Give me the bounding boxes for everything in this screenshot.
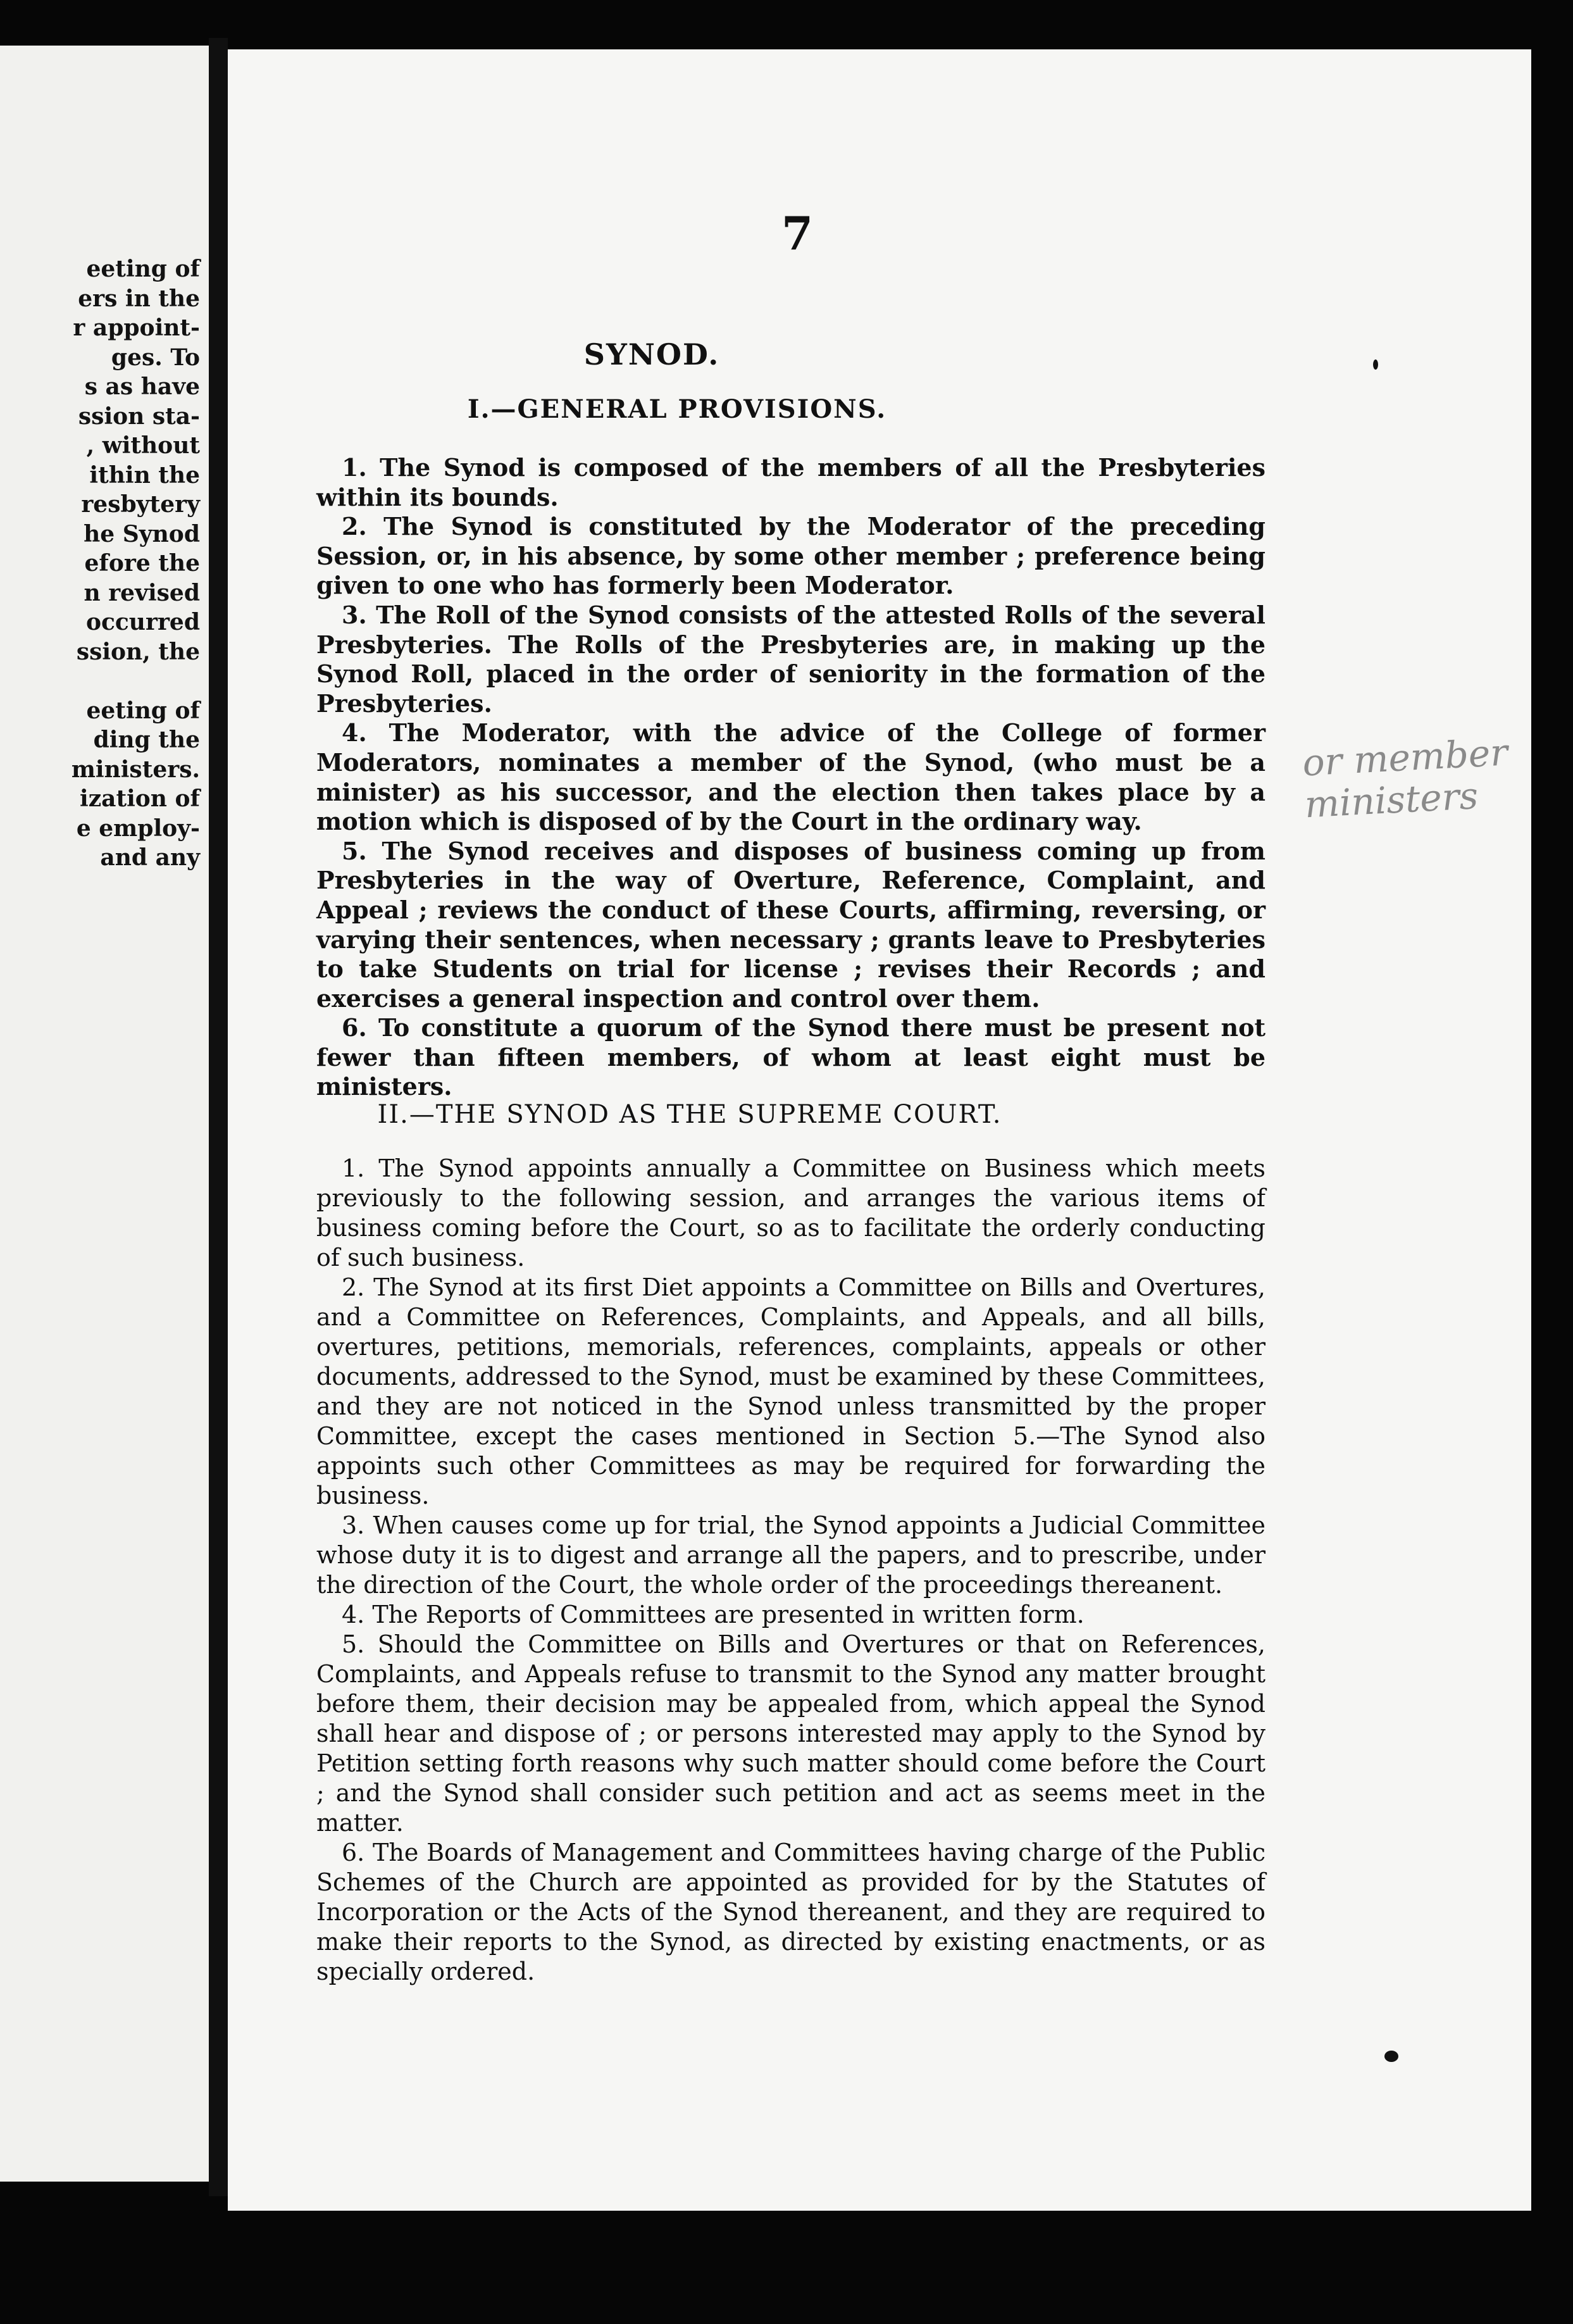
- left-line: and any: [100, 844, 200, 871]
- left-line: occurred: [85, 609, 200, 635]
- left-line: ministers.: [71, 756, 200, 783]
- paragraph: 1. The Synod appoints annually a Committee on Business which meets previously to the following session, and arranges the various items of business coming before the Court, so as to facilitate the orderly conducting of such business.: [316, 1154, 1265, 1271]
- left-line: n revised: [84, 579, 200, 606]
- left-line: he Synod: [84, 520, 200, 547]
- ink-speck: [1384, 2051, 1398, 2062]
- paragraph: 6. The Boards of Management and Committees having charge of the Public Schemes of the Church are appointed as provided for by the Statutes of Incorporation or the Acts of the Synod thereanent, and they are required to make their reports to the Synod, as directed by existing enactments, or as specially ordered.: [316, 1839, 1265, 1985]
- section-supreme-court-body: [316, 1154, 1265, 1987]
- section-heading-supreme-court: II.—THE SYNOD AS THE SUPREME COURT.: [377, 1100, 1002, 1129]
- page-title: SYNOD.: [583, 337, 720, 372]
- paragraph: 3. The Roll of the Synod consists of the attested Rolls of the several Presbyteries. The Rolls of the Presbyteries are, in making up the Synod Roll, placed in the order of seniority in the formation of the Presbyteries.: [316, 600, 1265, 718]
- ink-speck: [1373, 359, 1378, 370]
- right-page: [228, 49, 1531, 2211]
- section-heading-general-provisions: I.—GENERAL PROVISIONS.: [467, 394, 887, 424]
- left-line: s as have: [84, 373, 200, 400]
- left-line: e employ-: [76, 815, 200, 842]
- margin-note-line: ministers: [1303, 774, 1479, 827]
- left-line: , without: [86, 432, 200, 459]
- paragraph: 4. The Reports of Committees are presented in written form.: [342, 1601, 1085, 1628]
- left-line: ithin the: [89, 461, 200, 489]
- left-line: resbytery: [81, 491, 200, 518]
- left-line: ssion sta-: [78, 403, 200, 430]
- left-line: r appoint-: [73, 315, 200, 341]
- left-line: ization of: [80, 785, 200, 812]
- left-line: ers in the: [78, 285, 200, 312]
- left-line: ssion, the: [76, 638, 200, 665]
- paragraph: 2. The Synod at its first Diet appoints a Committee on Bills and Overtures, and a Committee on References, Complaints, and Appeals, and all bills, overtures, petitions, memorials, references, complaints, appeals or other documents, addressed to the Synod, must be examined by these Committees, and they are not noticed in the Synod unless transmitted by the proper Committee, except the cases mentioned in Section 5.—The Synod also appoints such other Committees as may be required for forwarding the business.: [316, 1273, 1265, 1509]
- paragraph: 4. The Moderator, with the advice of the College of former Moderators, nominates a member of the Synod, (who must be a minister) as his successor, and the election then takes place by a motion which is disposed of by the Court in the ordinary way.: [316, 718, 1265, 836]
- left-line: ges. To: [111, 344, 200, 371]
- section-general-provisions-body: [316, 453, 1265, 1102]
- paragraph: 3. When causes come up for trial, the Synod appoints a Judicial Committee whose duty it is to digest and arrange all the papers, and to prescribe, under the direction of the Court, the whole order of the proceedings thereanent.: [316, 1511, 1265, 1599]
- handwritten-margin-note: [1302, 730, 1533, 826]
- left-line: eeting of: [86, 697, 200, 724]
- margin-note-line: or member: [1301, 730, 1509, 785]
- paragraph: 5. Should the Committee on Bills and Overtures or that on References, Complaints, and Appeals refuse to transmit to the Synod any matter brought before them, their decision may be appealed from, which appeal the Synod shall hear and dispose of ; or persons interested may apply to the Synod by Petition setting forth reasons why such matter should come before the Court ; and the Synod shall consider such petition and act as seems meet in the matter.: [316, 1630, 1265, 1837]
- page-number: 7: [781, 206, 814, 260]
- left-line: ding the: [93, 727, 200, 753]
- paragraph: 2. The Synod is constituted by the Moderator of the preceding Session, or, in his absence, by some other member ; preference being given to one who has formerly been Moderator.: [316, 512, 1265, 600]
- paragraph: 6. To constitute a quorum of the Synod there must be present not fewer than fifteen members, of whom at least eight must be ministers.: [316, 1013, 1265, 1101]
- paragraph: 1. The Synod is composed of the members of all the Presbyteries within its bounds.: [316, 453, 1265, 511]
- left-line: efore the: [84, 550, 200, 577]
- left-line: eeting of: [86, 256, 200, 282]
- left-line: [10, 666, 200, 696]
- paragraph: 5. The Synod receives and disposes of business coming up from Presbyteries in the way of Overture, Reference, Complaint, and Appeal ; reviews the conduct of these Courts, affirming, reversing, or varying their sentences, when necessary ; grants leave to Presbyteries to take Students on trial for license ; revises their Records ; and exercises a general inspection and control over them.: [316, 836, 1265, 1013]
